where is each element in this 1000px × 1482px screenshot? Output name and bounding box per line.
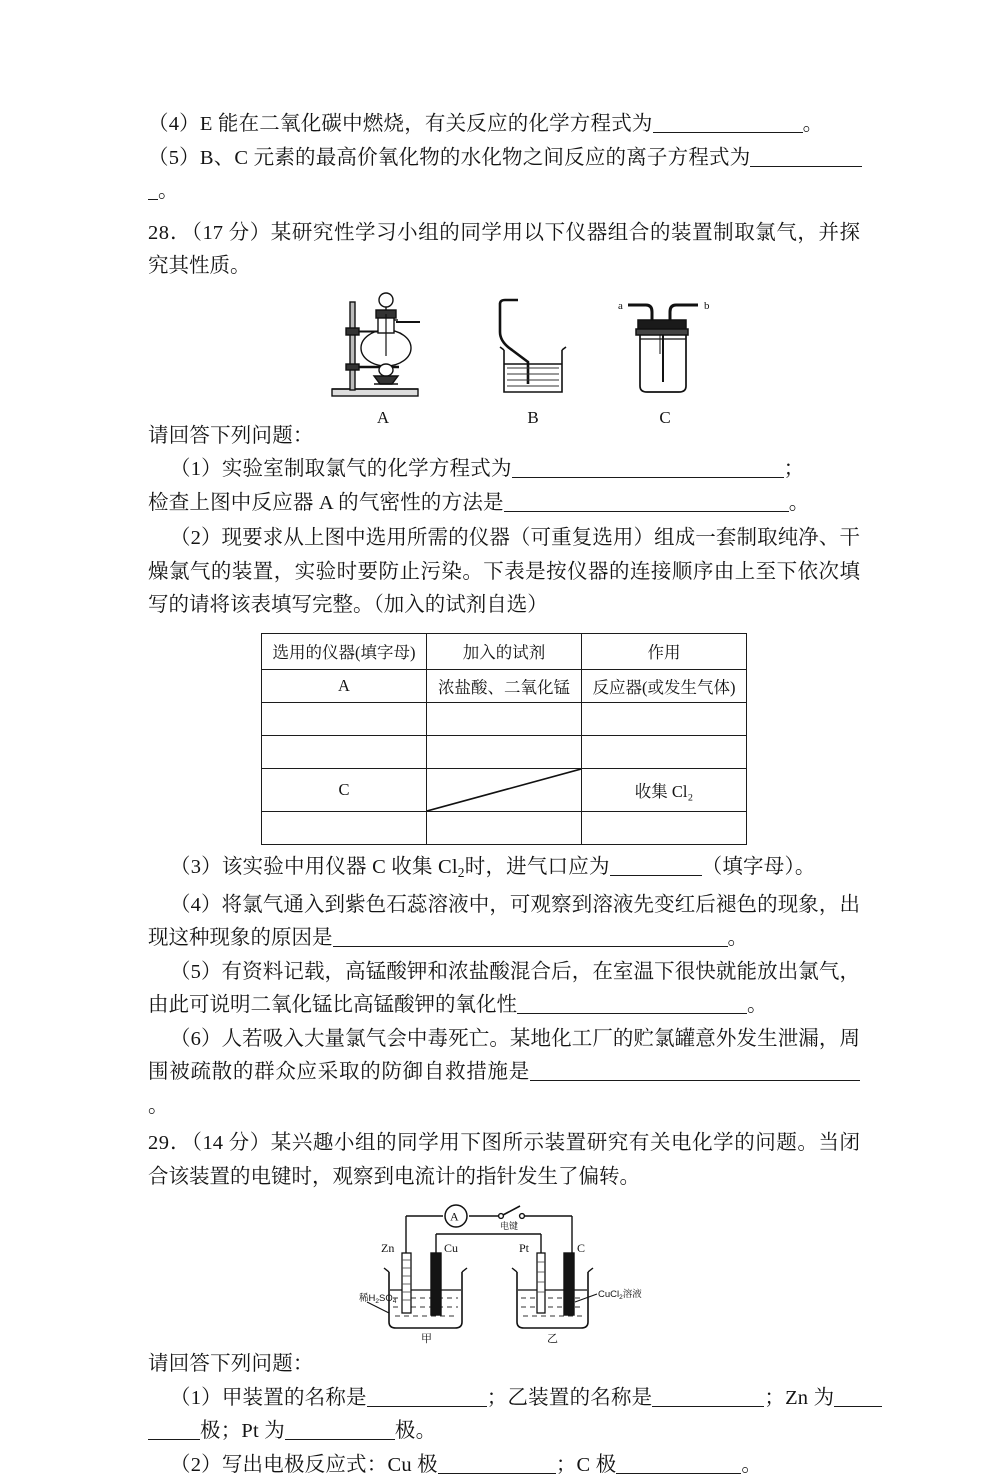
question-28-item-3-end: （填字母）。 bbox=[701, 855, 816, 878]
answer-blank[interactable] bbox=[652, 1391, 764, 1407]
answer-blank[interactable] bbox=[438, 1458, 556, 1474]
question-28-points: （17 分） bbox=[191, 221, 271, 244]
answer-blank[interactable] bbox=[834, 1391, 882, 1407]
question-29-item-1-p5: 极。 bbox=[394, 1420, 437, 1443]
question-29-stem-text: 某兴趣小组的同学用下图所示装置研究有关电化学的问题。当闭合该装置的电键时，观察到电流计的指针发生了偏转。 bbox=[148, 1132, 861, 1188]
answer-blank[interactable] bbox=[517, 998, 747, 1014]
question-28-item-1-line2-text: 检查上图中反应器 A 的气密性的方法是 bbox=[148, 491, 504, 514]
question-29-item-1-p1: 甲装置的名称是 bbox=[221, 1386, 367, 1409]
question-29-item-1-p2: ；乙装置的名称是 bbox=[486, 1386, 653, 1409]
carryover-item-5-text: （5）B、C 元素的最高价氧化物的水化物之间反应的离子方程式为 bbox=[148, 146, 751, 169]
apparatus-c-label: C bbox=[659, 407, 671, 427]
answer-blank[interactable] bbox=[148, 184, 158, 200]
question-28-number: 28． bbox=[148, 221, 192, 244]
question-28-stem-text: 某研究性学习小组的同学用以下仪器组合的装置制取氯气，并探究其性质。 bbox=[148, 221, 861, 277]
question-29-item-1-p4: 极；Pt 为 bbox=[200, 1420, 285, 1443]
question-29-points: （14 分） bbox=[191, 1132, 271, 1155]
apparatus-b bbox=[488, 298, 578, 427]
question-28-item-1-end: ； bbox=[783, 458, 805, 480]
answer-blank[interactable] bbox=[367, 1391, 487, 1407]
pt-electrode-label: Pt bbox=[519, 1241, 530, 1256]
table-cell-instrument[interactable]: C bbox=[262, 768, 427, 811]
reagent-table-wrap bbox=[148, 633, 860, 845]
question-29-item-1-label: （1） bbox=[170, 1386, 222, 1409]
question-28-item-5 bbox=[148, 956, 860, 1023]
apparatus-c bbox=[610, 294, 720, 427]
answer-blank[interactable] bbox=[610, 860, 702, 876]
answer-blank[interactable] bbox=[148, 1424, 200, 1440]
answer-blank[interactable] bbox=[750, 151, 862, 167]
answer-blank[interactable] bbox=[530, 1065, 860, 1081]
question-29-prompt: 请回答下列问题： bbox=[148, 1353, 314, 1376]
page-content bbox=[148, 108, 860, 1482]
question-28-item-4-end: 。 bbox=[727, 927, 748, 950]
table-row bbox=[262, 768, 747, 811]
question-28-item-3-mid: 时，进气口应为 bbox=[464, 855, 610, 878]
answer-blank[interactable] bbox=[653, 117, 803, 133]
dilute-sulfuric-acid-label: 稀$H_2SO_4$ bbox=[359, 1293, 397, 1306]
table-cell-function[interactable]: 反应器(或发生气体) bbox=[582, 669, 747, 702]
apparatus-a bbox=[324, 290, 442, 427]
apparatus-figure bbox=[148, 290, 860, 427]
question-28-item-4-text: 将氯气通入到紫色石蕊溶液中，可观察到溶液先变红后褪色的现象，出现这种现象的原因是 bbox=[148, 893, 860, 950]
question-29-item-1-p3: ；Zn 为 bbox=[764, 1386, 835, 1409]
question-28-item-1-line2 bbox=[148, 487, 860, 521]
table-row bbox=[262, 669, 747, 702]
question-28-item-1-text: 实验室制取氯气的化学方程式为 bbox=[221, 458, 512, 480]
left-beaker-name: 甲 bbox=[421, 1333, 432, 1346]
question-28-item-6 bbox=[148, 1023, 860, 1124]
question-29-stem bbox=[148, 1127, 860, 1194]
question-29-item-1-line2 bbox=[148, 1415, 860, 1449]
question-28-prompt: 请回答下列问题： bbox=[148, 424, 314, 447]
table-cell-instrument[interactable]: A bbox=[262, 669, 427, 702]
table-row bbox=[262, 702, 747, 735]
table-cell-function[interactable]: 收集 Cl₂ bbox=[582, 768, 747, 811]
question-28-item-2-label: （2） bbox=[170, 527, 222, 549]
table-cell-reagent[interactable] bbox=[427, 702, 582, 735]
apparatus-b-drawing bbox=[488, 298, 578, 402]
apparatus-c-port-a-label: a bbox=[618, 299, 623, 312]
question-28-item-5-text: 有资料记载，高锰酸钾和浓盐酸混合后，在室温下很快就能放出氯气，由此可说明二氧化锰比高锰酸钾的氧化性 bbox=[148, 960, 860, 1017]
table-header-instrument: 选用的仪器(填字母) bbox=[262, 633, 427, 669]
carryover-item-4 bbox=[148, 108, 860, 142]
question-28-item-1 bbox=[148, 453, 860, 487]
question-29-item-1 bbox=[148, 1382, 860, 1416]
table-row bbox=[262, 811, 747, 844]
carryover-item-4-end: 。 bbox=[802, 113, 824, 135]
question-29-item-2-p2: ；C 极 bbox=[555, 1453, 617, 1476]
apparatus-a-drawing bbox=[324, 290, 442, 402]
apparatus-c-drawing bbox=[610, 294, 720, 402]
table-header-reagent: 加入的试剂 bbox=[427, 633, 582, 669]
question-28-item-4 bbox=[148, 889, 860, 956]
table-header-row bbox=[262, 633, 747, 669]
table-cell-function[interactable] bbox=[582, 735, 747, 768]
ammeter-label: A bbox=[450, 1209, 459, 1224]
question-28-item-3 bbox=[148, 851, 860, 889]
answer-blank[interactable] bbox=[333, 931, 728, 947]
carryover-item-5-line2 bbox=[148, 175, 860, 209]
zn-electrode-label: Zn bbox=[381, 1241, 395, 1256]
table-cell-reagent[interactable] bbox=[427, 735, 582, 768]
apparatus-b-label: B bbox=[527, 407, 539, 427]
answer-blank[interactable] bbox=[512, 462, 784, 478]
carryover-item-5 bbox=[148, 142, 860, 176]
question-28-item-2-text: 现要求从上图中选用所需的仪器（可重复选用）组成一套制取纯净、干燥氯气的装置，实验时要防止污染。下表是按仪器的连接顺序由上至下依次填写的请将该表填写完整。（加入的试剂自选） bbox=[148, 527, 860, 616]
question-28-item-3-label: （3） bbox=[170, 855, 222, 878]
cu-electrode-label: Cu bbox=[444, 1241, 459, 1256]
table-cell-instrument[interactable] bbox=[262, 735, 427, 768]
question-29-item-2 bbox=[148, 1449, 860, 1482]
electrochem-drawing-wrap bbox=[359, 1198, 649, 1351]
question-28-item-4-label: （4） bbox=[170, 893, 222, 916]
electrochem-figure bbox=[148, 1198, 860, 1348]
answer-blank[interactable] bbox=[285, 1424, 395, 1440]
table-cell-reagent[interactable] bbox=[427, 811, 582, 844]
question-28-item-6-text: 人若吸入大量氯气会中毒死亡。某地化工厂的贮氯罐意外发生泄漏，周围被疏散的群众应采取的防御自救措施是 bbox=[148, 1027, 860, 1084]
apparatus-a-label: A bbox=[376, 407, 390, 427]
answer-blank[interactable] bbox=[504, 496, 789, 512]
reagent-table bbox=[261, 633, 747, 845]
question-29-item-2-p3: 。 bbox=[741, 1453, 763, 1476]
question-29-item-2-p1: 写出电极反应式：Cu 极 bbox=[221, 1453, 438, 1476]
question-28-item-6-label: （6） bbox=[170, 1027, 222, 1050]
answer-blank[interactable] bbox=[616, 1458, 741, 1474]
table-cell-function[interactable] bbox=[582, 702, 747, 735]
question-28-item-5-end: 。 bbox=[747, 994, 768, 1017]
question-28-stem bbox=[148, 217, 860, 284]
table-cell-reagent[interactable]: 浓盐酸、二氧化锰 bbox=[427, 669, 582, 702]
table-row bbox=[262, 735, 747, 768]
carryover-item-5-end: 。 bbox=[158, 180, 179, 202]
question-28-item-2 bbox=[148, 522, 860, 623]
electrochem-drawing bbox=[359, 1198, 649, 1346]
question-28-item-5-label: （5） bbox=[170, 960, 222, 983]
question-28-item-1-label: （1） bbox=[170, 458, 222, 480]
right-beaker-name: 乙 bbox=[547, 1333, 558, 1346]
diagonal-strike-icon bbox=[427, 769, 581, 811]
copper-chloride-solution-label: CuCl$_2$溶液 bbox=[598, 1289, 642, 1302]
table-cell-instrument[interactable] bbox=[262, 702, 427, 735]
question-28-item-3-sub: 2 bbox=[457, 864, 465, 880]
question-28-item-3-text: 该实验中用仪器 C 收集 Cl bbox=[221, 855, 458, 878]
table-cell-instrument[interactable] bbox=[262, 811, 427, 844]
table-cell-function[interactable] bbox=[582, 811, 747, 844]
switch-label: 电键 bbox=[500, 1221, 519, 1232]
carryover-item-4-text: （4）E 能在二氧化碳中燃烧，有关反应的化学方程式为 bbox=[148, 113, 653, 135]
c-electrode-label: C bbox=[577, 1241, 586, 1256]
question-28-item-1-line2-end: 。 bbox=[788, 491, 810, 514]
table-header-function: 作用 bbox=[582, 633, 747, 669]
apparatus-c-port-b-label: b bbox=[704, 299, 710, 312]
question-28-item-6-end: 。 bbox=[148, 1094, 169, 1117]
question-29-number: 29． bbox=[148, 1132, 192, 1155]
question-29-item-2-label: （2） bbox=[170, 1453, 222, 1476]
table-cell-reagent-struck[interactable] bbox=[427, 768, 582, 811]
